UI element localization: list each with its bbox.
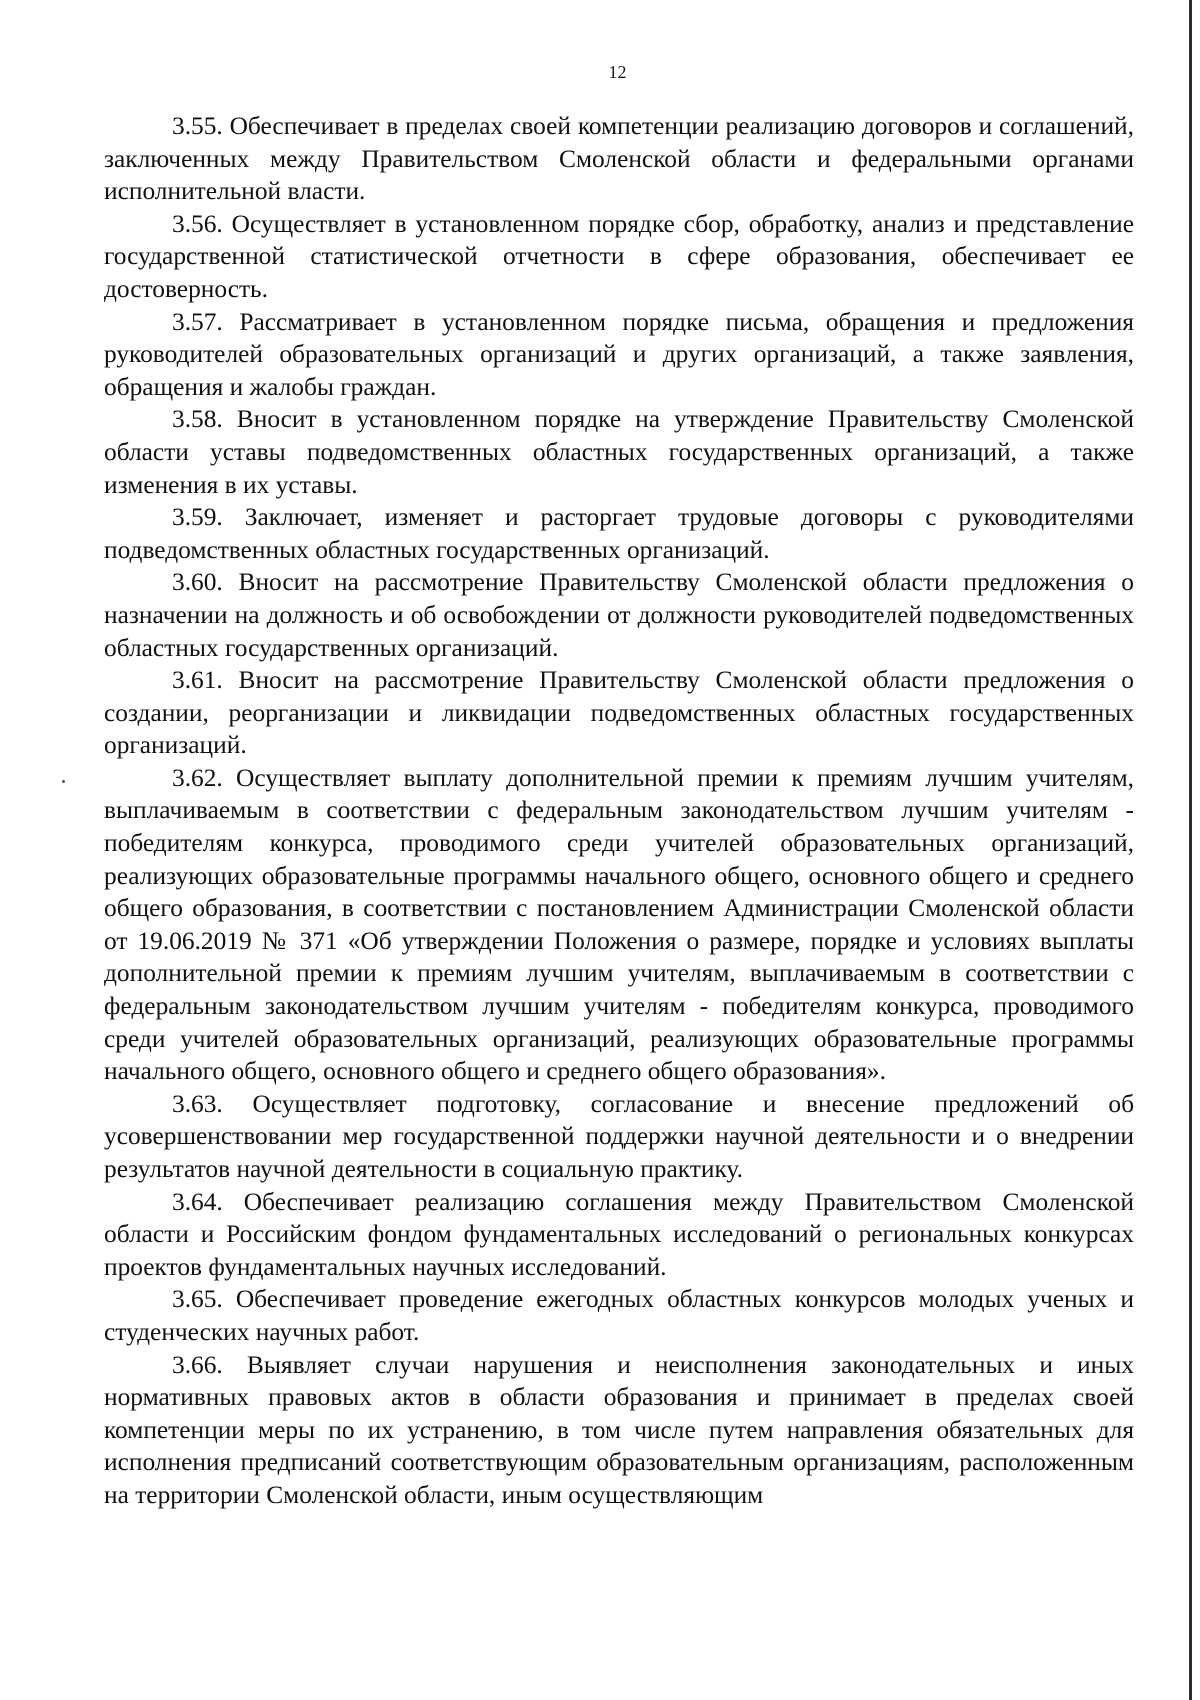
- paragraph-3-62: 3.62. Осуществляет выплату дополнительной премии к премиям лучшим учителям, выплачиваемым в соответствии с федеральным законодательством лучшим учителям - победителям конкурса, проводимого среди учителей образовательных организаций, реализующих образовательные программы начального общего, основного общего и среднего общего образования, в соответствии с постановлением Администрации Смоленской области от 19.06.2019 № 371 «Об утверждении Положения о размере, порядке и условиях выплаты дополнительной премии к премиям лучшим учителям, выплачиваемым в соответствии с федеральным законодательством лучшим учителям - победителям конкурса, проводимого среди учителей образовательных организаций, реализующих образовательные программы начального общего, основного общего и среднего общего образования».: [104, 763, 1134, 1086]
- page-edge-shadow: [1189, 0, 1192, 1700]
- page-number: 12: [608, 62, 627, 82]
- paragraph-3-59: 3.59. Заключает, изменяет и расторгает трудовые договоры с руководителями подведомственных областных государственных организаций.: [104, 503, 1134, 564]
- paragraph-3-60: 3.60. Вносит на рассмотрение Правительству Смоленской области предложения о назначении на должность и об освобождении от должности руководителей подведомственных областных государственных организаций.: [104, 568, 1134, 662]
- scan-speck: [62, 780, 65, 783]
- paragraph-3-64: 3.64. Обеспечивает реализацию соглашения между Правительством Смоленской области и Российским фондом фундаментальных исследований о региональных конкурсах проектов фундаментальных научных исследований.: [104, 1187, 1134, 1281]
- paragraph-3-65: 3.65. Обеспечивает проведение ежегодных областных конкурсов молодых ученых и студенческих научных работ.: [104, 1285, 1134, 1346]
- paragraph-3-57: 3.57. Рассматривает в установленном порядке письма, обращения и предложения руководителей образовательных организаций и других организаций, а также заявления, обращения и жалобы граждан.: [104, 307, 1134, 401]
- paragraph-3-58: 3.58. Вносит в установленном порядке на утверждение Правительству Смоленской области уставы подведомственных областных государственных организаций, а также изменения в их уставы.: [104, 405, 1134, 499]
- paragraph-3-63: 3.63. Осуществляет подготовку, согласование и внесение предложений об усовершенствовании мер государственной поддержки научной деятельности и о внедрении результатов научной деятельности в социальную практику.: [104, 1089, 1134, 1183]
- paragraph-3-55: 3.55. Обеспечивает в пределах своей компетенции реализацию договоров и соглашений, заключенных между Правительством Смоленской области и федеральными органами исполнительной власти.: [104, 112, 1134, 206]
- paragraph-3-56: 3.56. Осуществляет в установленном порядке сбор, обработку, анализ и представление государственной статистической отчетности в сфере образования, обеспечивает ее достоверность.: [104, 209, 1134, 303]
- document-body: [104, 110, 1134, 1512]
- paragraph-3-61: 3.61. Вносит на рассмотрение Правительству Смоленской области предложения о создании, реорганизации и ликвидации подведомственных областных государственных организаций.: [104, 666, 1134, 760]
- paragraph-3-66: 3.66. Выявляет случаи нарушения и неисполнения законодательных и иных нормативных правовых актов в области образования и принимает в пределах своей компетенции меры по их устранению, в том числе путем направления обязательных для исполнения предписаний соответствующим образовательным организациям, расположенным на территории Смоленской области, иным осуществляющим: [104, 1350, 1134, 1509]
